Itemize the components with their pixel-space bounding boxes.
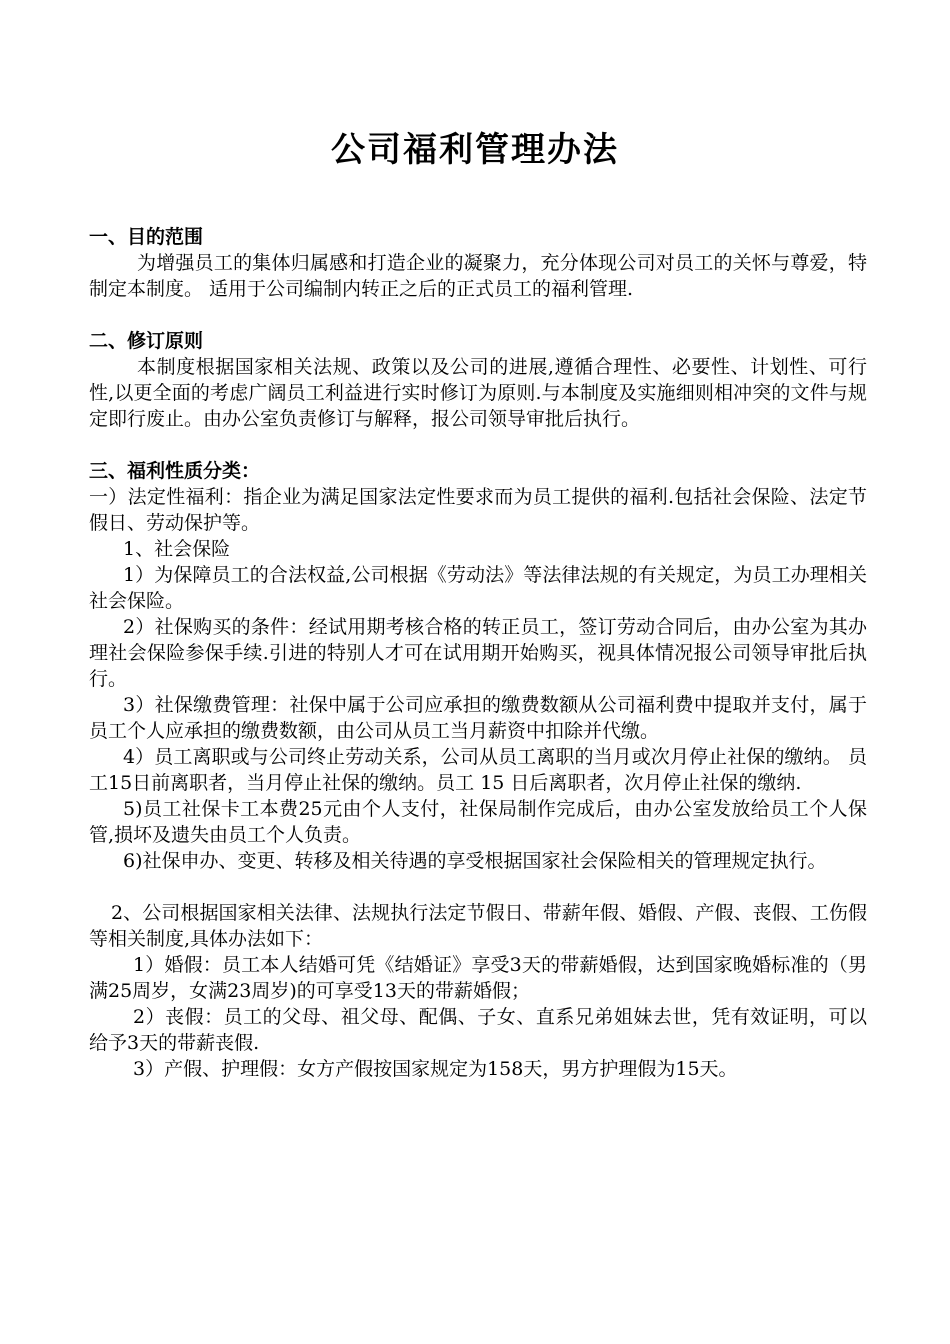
paragraph-purpose: 为增强员工的集体归属感和打造企业的凝聚力，充分体现公司对员工的关怀与尊爱，特制定本制度。 适用于公司编制内转正之后的正式员工的福利管理. xyxy=(89,252,867,300)
subheading-holidays: 2、公司根据国家相关法律、法规执行法定节假日、带薪年假、婚假、产假、丧假、工伤假等相关制度,具体办法如下： xyxy=(89,902,867,950)
item-leave-maternity: 3）产假、护理假：女方产假按国家规定为158天，男方护理假为15天。 xyxy=(133,1058,738,1080)
document-title: 公司福利管理办法 xyxy=(331,130,619,170)
spacer xyxy=(89,302,867,328)
spacer xyxy=(89,432,867,458)
spacer xyxy=(89,874,867,900)
section-heading-principles: 二、修订原则 xyxy=(89,330,204,352)
item-insurance-6: 6)社保申办、变更、转移及相关待遇的享受根据国家社会保险相关的管理规定执行。 xyxy=(123,850,827,872)
item-insurance-1: 1）为保障员工的合法权益,公司根据《劳动法》等法律法规的有关规定，为员工办理相关社会保险。 xyxy=(89,564,867,612)
section-heading-classification: 三、福利性质分类： xyxy=(89,460,261,482)
item-insurance-3: 3）社保缴费管理：社保中属于公司应承担的缴费数额从公司福利费中提取并支付，属于员工个人应承担的缴费数额，由公司从员工当月薪资中扣除并代缴。 xyxy=(89,694,867,742)
section-heading-purpose: 一、目的范围 xyxy=(89,226,204,248)
subheading-social-insurance: 1、社会保险 xyxy=(123,538,231,560)
item-leave-bereavement: 2）丧假：员工的父母、祖父母、配偶、子女、直系兄弟姐妹去世，凭有效证明，可以给予3天的带薪丧假. xyxy=(89,1006,867,1054)
item-insurance-5: 5)员工社保卡工本费25元由个人支付，社保局制作完成后，由办公室发放给员工个人保管,损坏及遗失由员工个人负责。 xyxy=(89,798,867,846)
item-insurance-2: 2）社保购买的条件：经试用期考核合格的转正员工，签订劳动合同后，由办公室为其办理社会保险参保手续.引进的特别人才可在试用期开始购买，视具体情况报公司领导审批后执行。 xyxy=(89,616,867,690)
document-body xyxy=(89,224,867,1082)
item-leave-marriage: 1）婚假：员工本人结婚可凭《结婚证》享受3天的带薪婚假，达到国家晚婚标准的（男满25周岁，女满23周岁)的可享受13天的带薪婚假； xyxy=(89,954,867,1002)
item-insurance-4: 4）员工离职或与公司终止劳动关系，公司从员工离职的当月或次月停止社保的缴纳。 员工15日前离职者，当月停止社保的缴纳。员工 15 日后离职者，次月停止社保的缴纳. xyxy=(89,746,867,794)
paragraph-principles: 本制度根据国家相关法规、政策以及公司的进展,遵循合理性、必要性、计划性、可行性,以更全面的考虑广阔员工利益进行实时修订为原则.与本制度及实施细则相冲突的文件与规定即行废止。由办公室负责修订与解释，报公司领导审批后执行。 xyxy=(89,356,867,430)
paragraph-statutory-welfare: 一）法定性福利：指企业为满足国家法定性要求而为员工提供的福利.包括社会保险、法定节假日、劳动保护等。 xyxy=(89,486,867,534)
